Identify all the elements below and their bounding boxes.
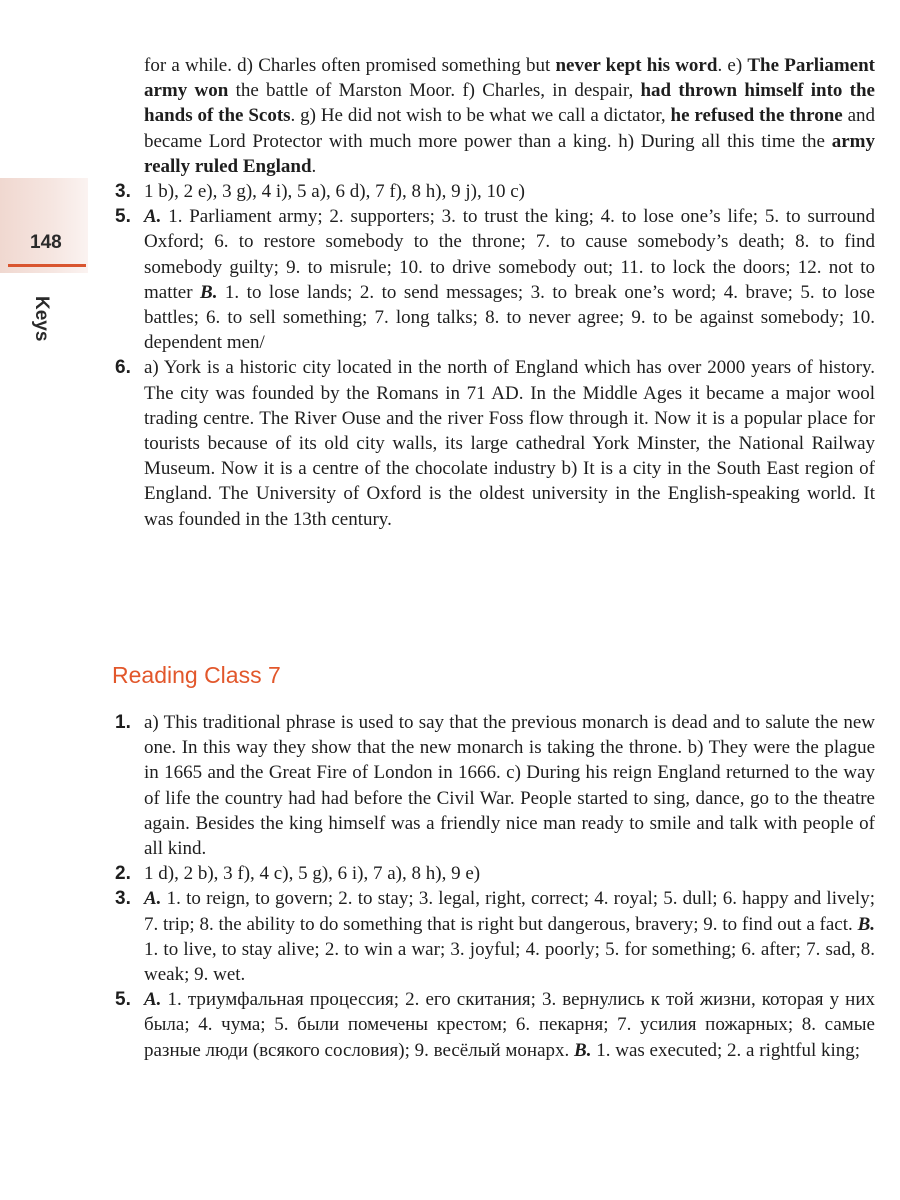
item-number: 3. [115, 888, 131, 910]
item-text: a) This traditional phrase is used to say that the previous monarch is dead and to salute the new one. In this way they show that the new monarch is taking the throne. b) They were the plague in 1665 and the Great Fire of London in 1666. c) During his reign England returned to the way of life the country had had before the Civil War. People started to sing, dance, go to the theatre again. Besides the king himself was a friendly nice man ready to smile and talk with people of all kind. [144, 712, 875, 860]
answer-item-5 [115, 204, 875, 355]
part-a-text: 1. Parliament army; 2. supporters; 3. to trust the king; 4. to lose one’s life; 5. to surround Oxford; 6. to restore somebody to the throne; 7. to cause somebody’s death; 8. to find somebody guilty; 9. to misrule; 10. to drive somebody out; 11. to lock the doors; 12. not to matter [144, 206, 875, 303]
item-number: 1. [115, 712, 131, 733]
section-label: Keys [31, 296, 52, 342]
item-text: 1 b), 2 e), 3 g), 4 i), 5 a), 6 d), 7 f), 8 h), 9 j), 10 c) [144, 181, 525, 203]
part-a-text: 1. триумфальная процессия; 2. его скитания; 3. вернулись к той жизни, которая у них была; 4. чума; 5. были помечены крестом; 6. пекарня; 7. усилия пожарных; 8. самые разные люди (всякого сословия); 9. весёлый монарх. [144, 989, 875, 1061]
item-number: 6. [115, 357, 131, 379]
item-number: 2. [115, 863, 131, 885]
section-heading: Reading Class 7 [112, 662, 281, 688]
part-b-text: 1. was executed; 2. a rightful king; [591, 1039, 861, 1061]
part-label-a: A. [144, 206, 162, 228]
item-number: 3. [115, 181, 131, 203]
item-number: 5. [115, 989, 131, 1011]
part-label-a: A. [144, 888, 162, 910]
answer-item-6 [115, 355, 875, 531]
part-label-b: B. [574, 1039, 592, 1061]
part-label-b: B. [857, 913, 875, 935]
answer-item-3 [115, 886, 875, 987]
answers-block-top [115, 53, 875, 532]
part-label-b: B. [200, 281, 218, 303]
item-4-continuation: for a while. d) Charles often promised something but never kept his word. e) The Parliament army won the battle of Marston Moor. f) Charles, in despair, had thrown himself into the hands of the Scots. g) He did not wish to be what we call a dictator, he refused the throne and became Lord Protector with much more power than a king. h) During all this time the army really ruled England. [144, 55, 876, 177]
answer-item-3 [115, 179, 875, 204]
margin-tab [0, 178, 88, 273]
answer-item-5 [115, 987, 875, 1063]
item-text: a) York is a historic city located in the north of England which has over 2000 years of history. The city was founded by the Romans in 71 AD. In the Middle Ages it became a major wool trading centre. The River Ouse and the river Foss flow through it. Now it is a popular place for tourists because of its old city walls, its large cathedral York Minster, the National Railway Museum. Now it is a centre of the chocolate industry b) It is a city in the South East region of England. The University of Oxford is the oldest university in the English-speaking world. It was founded in the 13th century. [144, 357, 875, 530]
part-label-a: A. [144, 989, 162, 1011]
page-number: 148 [30, 232, 62, 253]
part-b-text: 1. to live, to stay alive; 2. to win a war; 3. joyful; 4. poorly; 5. for something; 6. after; 7. sad, 8. weak; 9. wet. [144, 938, 875, 986]
answer-item-2 [115, 861, 875, 886]
answer-item-1 [115, 710, 875, 861]
part-a-text: 1. to reign, to govern; 2. to stay; 3. legal, right, correct; 4. royal; 5. dull; 6. happy and lively; 7. trip; 8. the ability to do something that is right but dangerous, bravery; 9. to find out a fact. [144, 888, 875, 935]
item-number: 5. [115, 206, 131, 228]
answers-block-reading [115, 710, 875, 1063]
part-b-text: 1. to lose lands; 2. to send messages; 3. to break one’s word; 4. brave; 5. to lose battles; 6. to sell something; 7. long talks; 8. to never agree; 9. to be against somebody; 10. dependent men/ [144, 281, 875, 354]
page-number-rule [8, 264, 86, 267]
item-text: 1 d), 2 b), 3 f), 4 c), 5 g), 6 i), 7 a), 8 h), 9 e) [144, 863, 481, 885]
